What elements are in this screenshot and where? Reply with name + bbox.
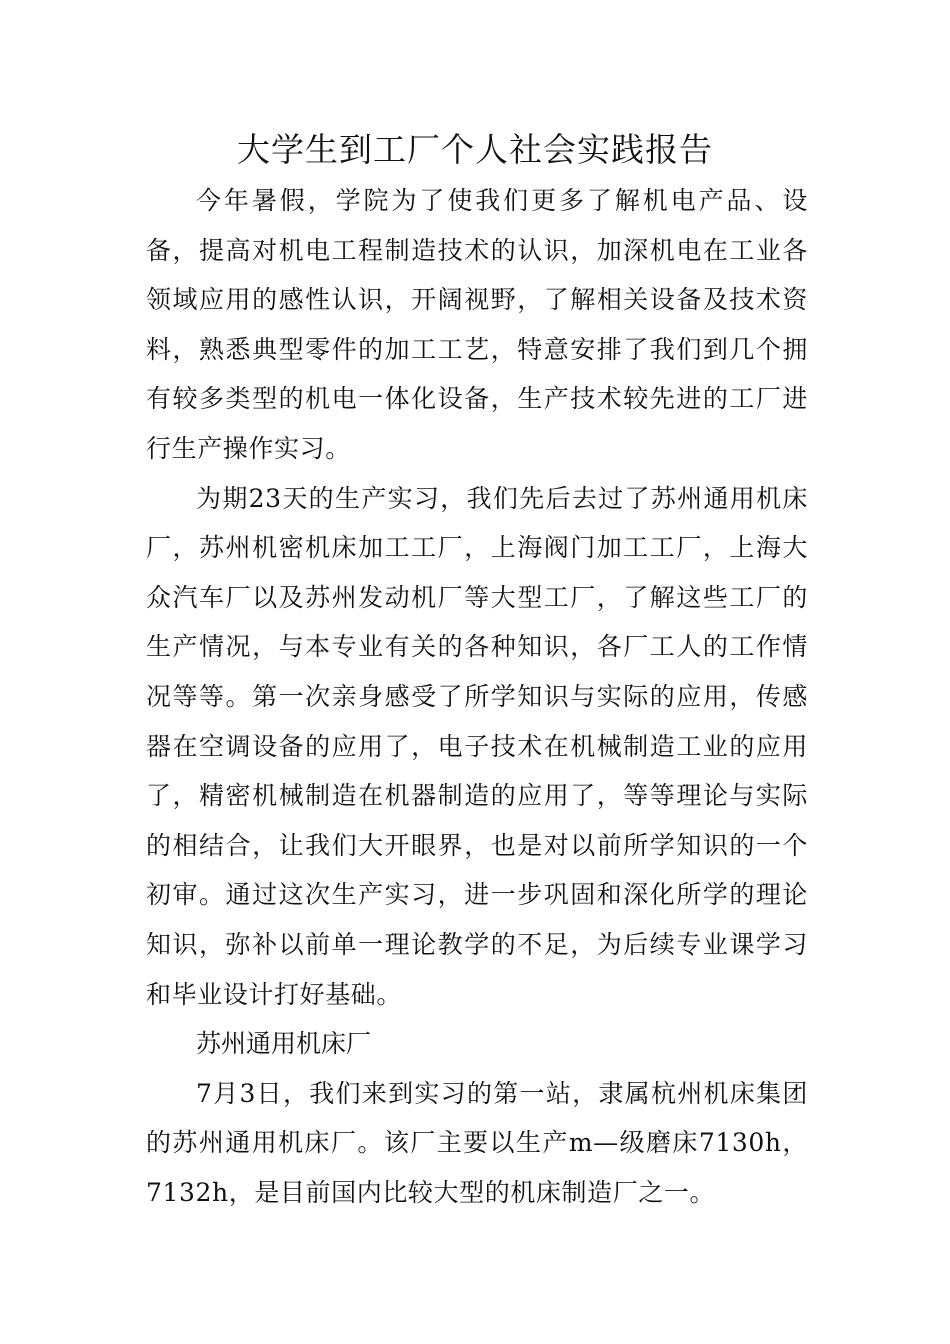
document-title: 大学生到工厂个人社会实践报告 — [237, 130, 713, 169]
document-body — [146, 176, 808, 1217]
section-heading: 苏州通用机床厂 — [196, 1029, 372, 1059]
paragraph-internship-summary: 为期23天的生产实习，我们先后去过了苏州通用机床厂，苏州机密机床加工工厂，上海阀门加工工厂，上海大众汽车厂以及苏州发动机厂等大型工厂，了解这些工厂的生产情况，与本专业有关的各种知识，各厂工人的工作情况等等。第一次亲身感受了所学知识与实际的应用，传感器在空调设备的应用了，电子技术在机械制造工业的应用了，精密机械制造在机器制造的应用了，等等理论与实际的相结合，让我们大开眼界，也是对以前所学知识的一个初审。通过这次生产实习，进一步巩固和深化所学的理论知识，弥补以前单一理论教学的不足，为后续专业课学习和毕业设计打好基础。 — [146, 483, 808, 1009]
paragraph-first-stop: 7月3日，我们来到实习的第一站，隶属杭州机床集团的苏州通用机床厂。该厂主要以生产m—级磨床7130h，7132h，是目前国内比较大型的机床制造厂之一。 — [146, 1078, 808, 1207]
paragraph-intro: 今年暑假，学院为了使我们更多了解机电产品、设备，提高对机电工程制造技术的认识，加深机电在工业各领域应用的感性认识，开阔视野，了解相关设备及技术资料，熟悉典型零件的加工工艺，特意安排了我们到几个拥有较多类型的机电一体化设备，生产技术较先进的工厂进行生产操作实习。 — [146, 186, 808, 463]
